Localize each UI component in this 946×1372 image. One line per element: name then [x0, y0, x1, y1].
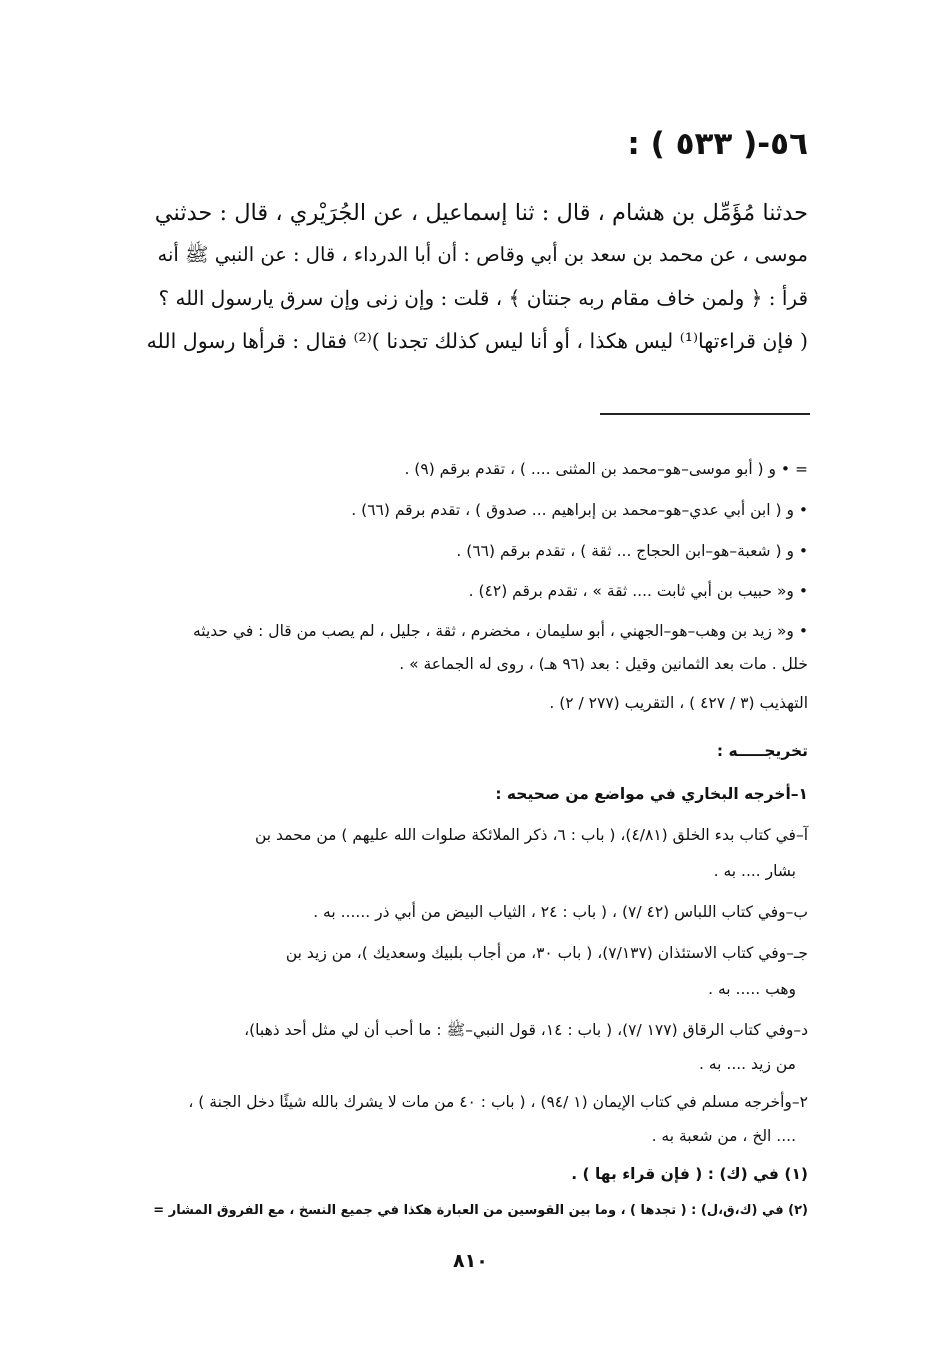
narrator-note: • و« حبيب بن أبي ثابت .... ثقة » ، تقدم برقم (٤٢) . — [468, 582, 808, 600]
footnote: (١) في (ك) : ( فإن قراء بها ) . — [571, 1165, 808, 1183]
takhrij-line: بشار .... به . — [713, 862, 796, 880]
narrator-note: خلل . مات بعد الثمانين وقيل : بعد (٩٦ هـ) ، روى له الجماعة » . — [399, 655, 808, 673]
takhrij-line: ب–وفي كتاب اللباس (٤٢ /٧) ، ( باب : ٢٤ ، الثياب البيض من أبي ذر ...... به . — [313, 903, 808, 921]
takhrij-line: ١–أخرجه البخاري في مواضع من صحيحه : — [495, 785, 808, 803]
hadith-text-line: ( فإن قراءتها⁽¹⁾ ليس هكذا ، أو أنا ليس كذلك تجدنا )⁽²⁾ فقال : قرأها رسول الله — [146, 329, 808, 353]
footnote: (٢) في (ك،ق،ل) : ( تجدها ) ، وما بين القوسين من العبارة هكذا في جميع النسخ ، مع الفروق المشار = — [153, 1203, 808, 1218]
takhrij-line: آ–في كتاب بدء الخلق (٤/٨١)، ( باب : ٦، ذكر الملائكة صلوات الله عليهم ) من محمد بن — [255, 826, 808, 844]
hadith-text-line: موسى ، عن محمد بن سعد بن أبي وقاص : أن أبا الدرداء ، قال : عن النبي ﷺ أنه — [157, 243, 808, 266]
hadith-text-line: حدثنا مُؤَمِّل بن هشام ، قال : ثنا إسماعيل ، عن الجُرَيْري ، قال : حدثني — [154, 200, 808, 226]
takhrij-line: .... الخ ، من شعبة به . — [651, 1127, 796, 1145]
takhrij-line: وهب ..... به . — [708, 980, 796, 998]
narrator-note: • و« زيد بن وهب–هو–الجهني ، أبو سليمان ، مخضرم ، ثقة ، جليل ، لم يصب من قال : في حديثه — [192, 622, 808, 640]
footnote-separator — [600, 413, 810, 415]
narrator-reference: التهذيب (٣ / ٤٢٧ ) ، التقريب (٢٧٧ / ٢) . — [549, 694, 808, 712]
takhrij-title: تخريجـــــه : — [716, 742, 808, 760]
takhrij-line: ٢–وأخرجه مسلم في كتاب الإيمان (١ /٩٤) ، ( باب : ٤٠ من مات لا يشرك بالله شيئًا دخل الجنة ) ، — [188, 1093, 808, 1111]
narrator-note: = • و ( أبو موسى–هو–محمد بن المثنى .... ) ، تقدم برقم (٩) . — [404, 460, 808, 478]
hadith-text-line: قرأ : ﴿ ولمن خاف مقام ربه جنتان ﴾ ، قلت : وإن زنى وإن سرق يارسول الله ؟ — [158, 286, 808, 310]
narrator-note: • و ( ابن أبي عدي–هو–محمد بن إبراهيم ... صدوق ) ، تقدم برقم (٦٦) . — [351, 501, 808, 519]
takhrij-line: د–وفي كتاب الرقاق (١٧٧ /٧)، ( باب : ١٤، قول النبي–ﷺ : ما أحب أن لي مثل أحد ذهبا)، — [244, 1021, 808, 1039]
takhrij-line: جـ–وفي كتاب الاستئذان (٧/١٣٧)، ( باب ٣٠، من أجاب بلبيك وسعديك )، من زيد بن — [285, 944, 808, 962]
hadith-number-heading: ٥٦-( ٥٣٣ ) : — [627, 126, 808, 162]
takhrij-line: من زيد .... به . — [698, 1055, 796, 1073]
page-number: ٨١٠ — [453, 1250, 488, 1272]
narrator-note: • و ( شعبة–هو–ابن الحجاج ... ثقة ) ، تقدم برقم (٦٦) . — [456, 542, 808, 560]
